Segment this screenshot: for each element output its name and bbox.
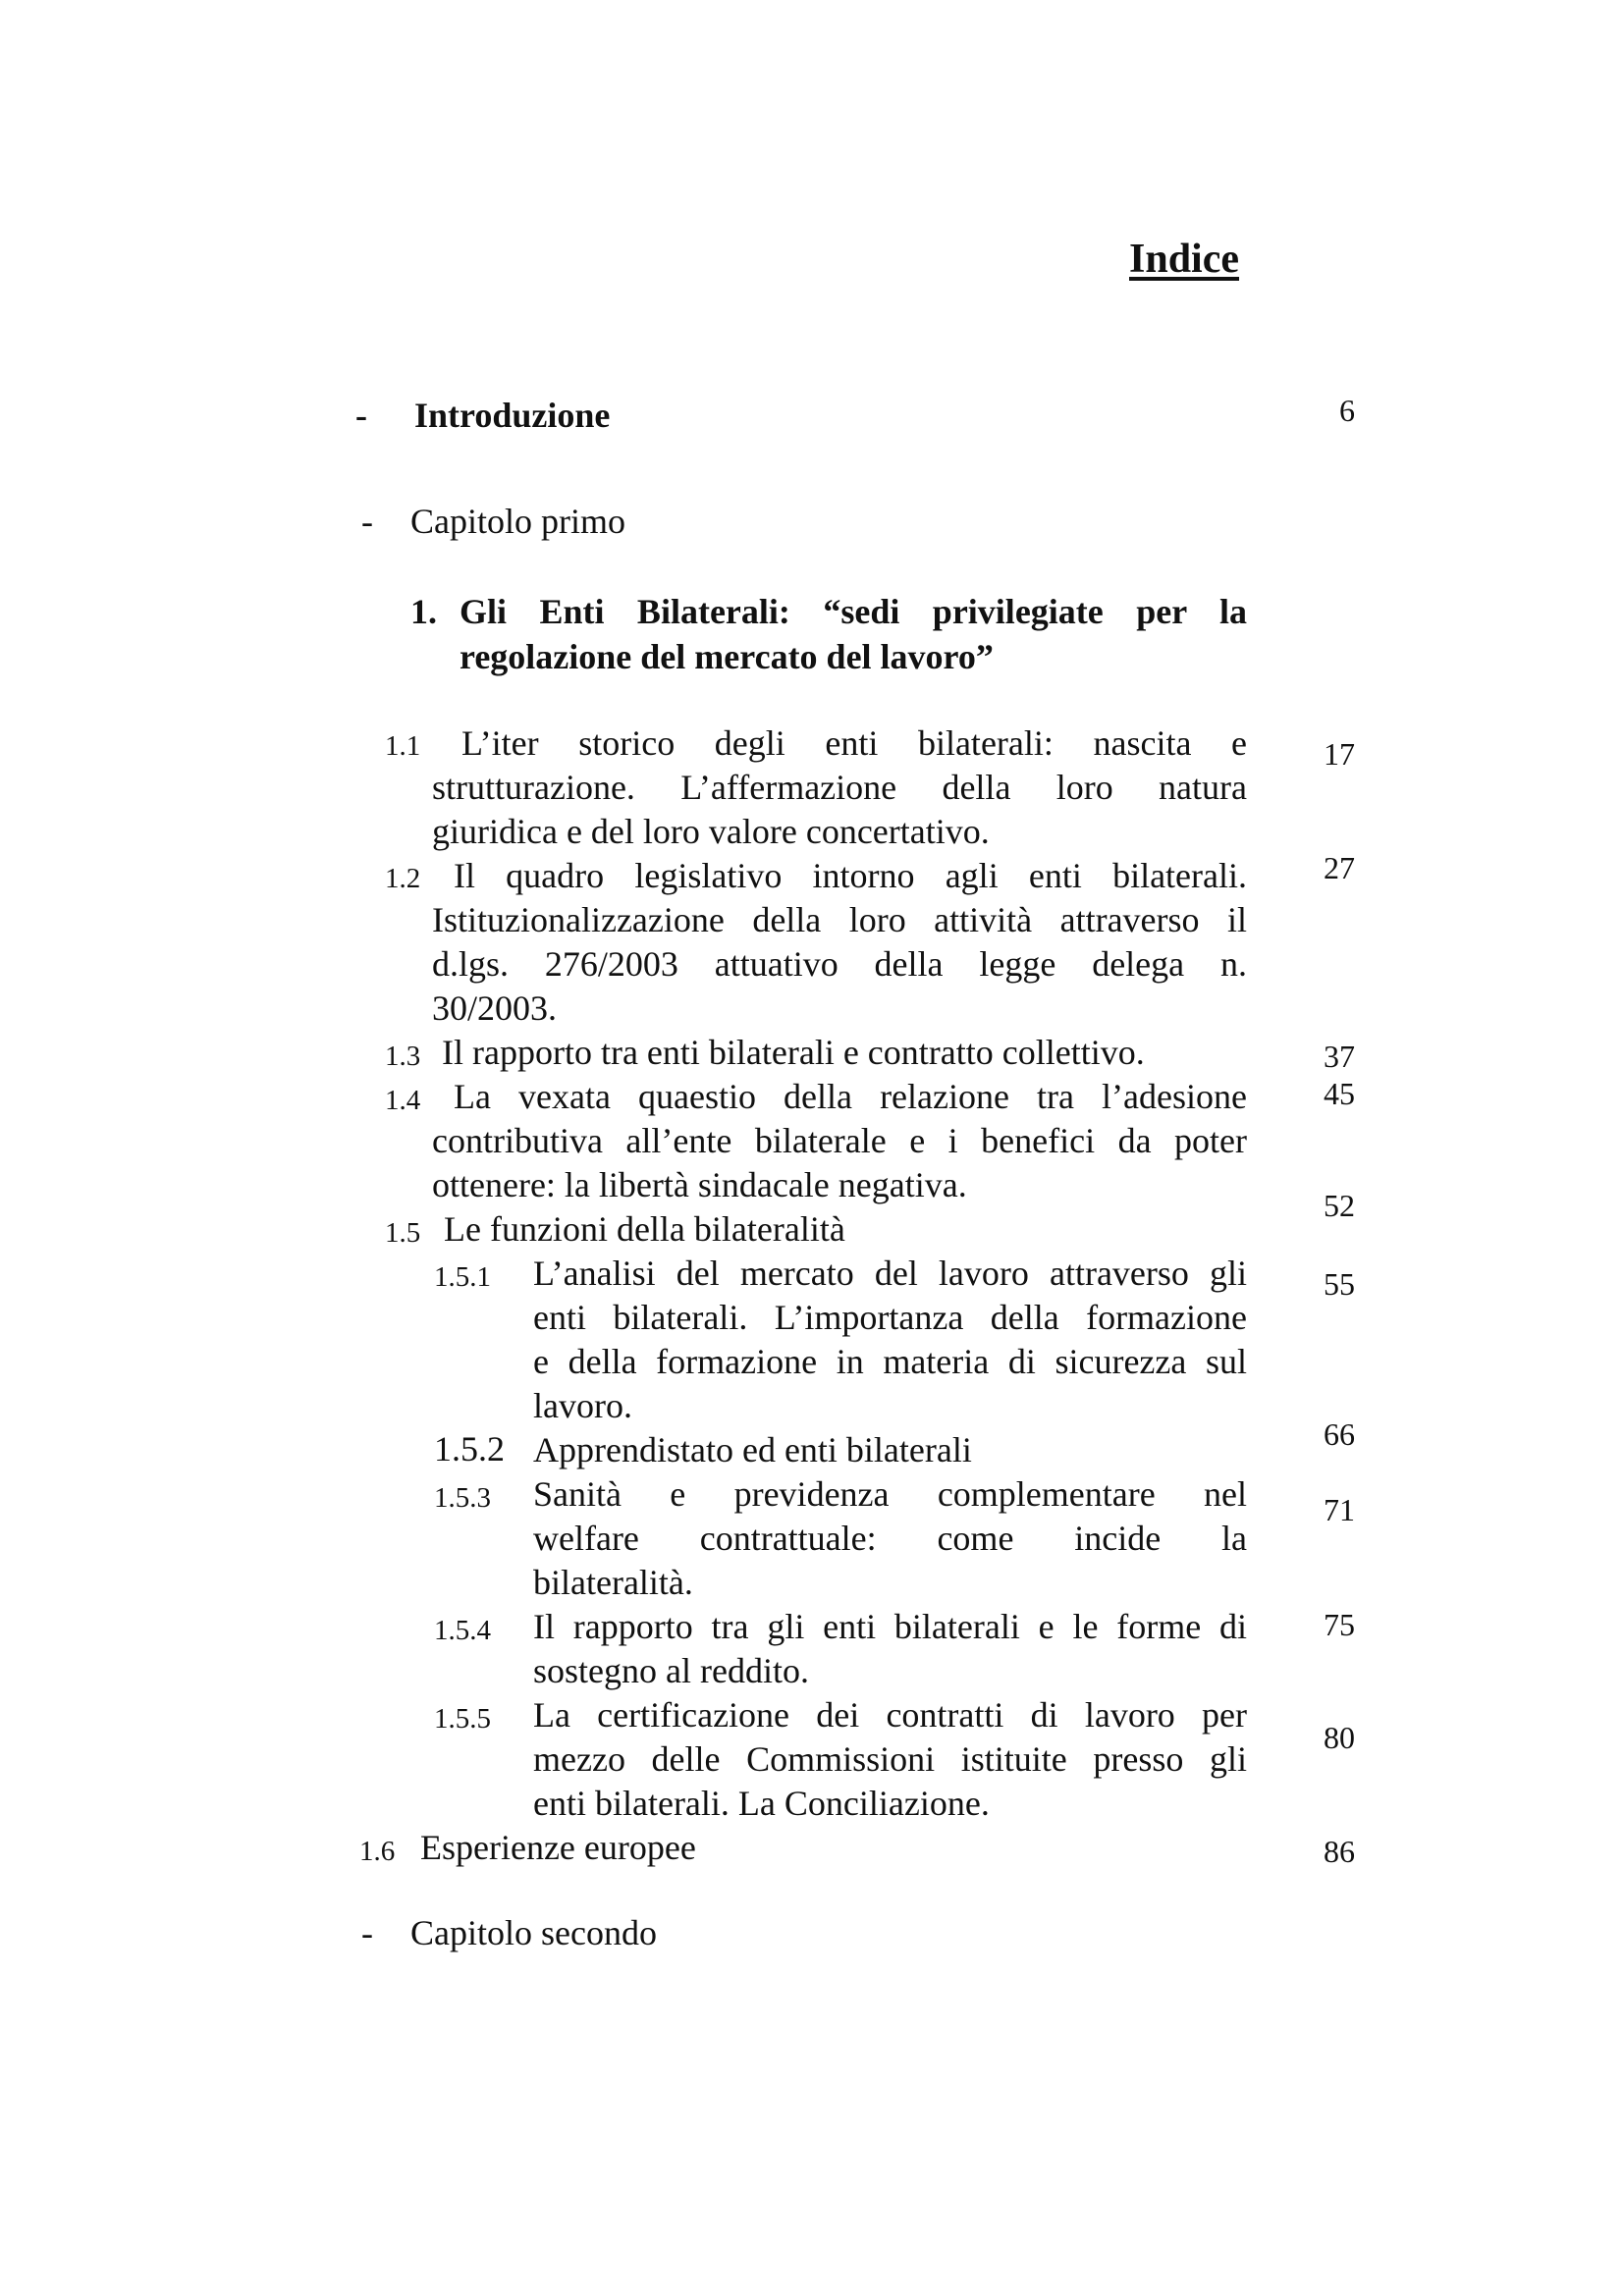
toc-entry-number: 1.2: [385, 863, 421, 894]
toc-entry-line: ottenere: la libertà sindacale negativa.: [432, 1165, 967, 1204]
toc-entry-line: d.lgs. 276/2003 attuativo della legge delega n.: [432, 944, 1247, 984]
toc-entry-text: [533, 1472, 1247, 1605]
toc-entry-page: 52: [1324, 1188, 1355, 1223]
toc-entry-line: giuridica e del loro valore concertativo.: [432, 812, 990, 851]
toc-entry-text: [533, 1693, 1247, 1826]
toc-entry-line: strutturazione. L’affermazione della loro natura: [432, 768, 1247, 807]
chapter2-label: Capitolo secondo: [410, 1913, 657, 1952]
toc-entry-page: 37: [1324, 1039, 1355, 1074]
toc-entry-page: 45: [1324, 1076, 1355, 1111]
toc-entry-line: La vexata quaestio della relazione tra l’adesione: [454, 1077, 1247, 1116]
toc-entry-line: welfare contrattuale: come incide la: [533, 1519, 1247, 1558]
toc-entry-line: enti bilaterali. L’importanza della formazione: [533, 1298, 1247, 1337]
toc-entry-page: 75: [1324, 1607, 1355, 1642]
toc-entry-line: contributiva all’ente bilaterale e i benefici da poter: [432, 1121, 1247, 1160]
toc-entry-text: [432, 1207, 1247, 1252]
toc-entry-text: [432, 721, 1247, 854]
toc-entry-text: [533, 1428, 1247, 1472]
toc-entry-number: 1.5: [385, 1217, 421, 1249]
page-title: Indice: [1129, 237, 1240, 282]
toc-entry-line: Le funzioni della bilateralità: [444, 1209, 845, 1249]
intro-dash: -: [355, 396, 367, 435]
toc-entry-line: Apprendistato ed enti bilaterali: [533, 1430, 972, 1469]
toc-entry-line: bilateralità.: [533, 1563, 693, 1602]
toc-entry-text: [420, 1826, 1247, 1870]
toc-entry-line: Sanità e previdenza complementare nel: [533, 1474, 1247, 1514]
chapter1-dash: -: [361, 502, 373, 541]
toc-entry-number: 1.5.5: [434, 1703, 491, 1735]
toc-entry-line: Il quadro legislativo intorno agli enti bilaterali.: [454, 856, 1247, 895]
toc-entry-number: 1.6: [359, 1836, 396, 1867]
toc-entry-text: [432, 1075, 1247, 1207]
toc-entry-page: 55: [1324, 1266, 1355, 1302]
toc-entry-text: [432, 854, 1247, 1031]
chapter1-heading-line1: Gli Enti Bilaterali: “sedi privilegiate per la: [460, 592, 1247, 631]
toc-entry-line: enti bilaterali. La Conciliazione.: [533, 1784, 990, 1823]
toc-entry-page: 86: [1324, 1834, 1355, 1869]
toc-entry-text: [533, 1252, 1247, 1428]
toc-entry-page: 80: [1324, 1720, 1355, 1755]
intro-label: Introduzione: [414, 396, 611, 435]
toc-entry-line: sostegno al reddito.: [533, 1651, 809, 1690]
toc-entry-line: Il rapporto tra gli enti bilaterali e le forme di: [533, 1607, 1247, 1646]
toc-entry-page: 71: [1324, 1492, 1355, 1527]
toc-entry-number: 1.5.3: [434, 1482, 491, 1514]
toc-entry-line: lavoro.: [533, 1386, 632, 1425]
toc-entry-line: Istituzionalizzazione della loro attività attraverso il: [432, 900, 1247, 939]
toc-entry-number: 1.4: [385, 1085, 421, 1116]
toc-entry-text: [432, 1031, 1247, 1075]
toc-entry-page: 17: [1324, 736, 1355, 772]
toc-entry-page: 66: [1324, 1416, 1355, 1452]
toc-entry-number: 1.5.1: [434, 1261, 491, 1293]
toc-entry-line: mezzo delle Commissioni istituite presso gli: [533, 1739, 1247, 1779]
toc-entry-line: Esperienze europee: [420, 1828, 696, 1867]
toc-entry-number: 1.3: [385, 1041, 421, 1072]
toc-entry-number: 1.5.2: [434, 1429, 505, 1468]
intro-page: 6: [1339, 393, 1355, 428]
toc-entry-page: 27: [1324, 850, 1355, 885]
toc-entry-line: Il rapporto tra enti bilaterali e contratto collettivo.: [442, 1033, 1145, 1072]
chapter1-label: Capitolo primo: [410, 502, 625, 541]
toc-entry-line: La certificazione dei contratti di lavoro per: [533, 1695, 1247, 1735]
chapter1-heading-line2: regolazione del mercato del lavoro”: [460, 637, 994, 676]
chapter1-heading-number: 1.: [410, 592, 437, 631]
toc-entry-text: [533, 1605, 1247, 1693]
toc-entry-number: 1.1: [385, 730, 421, 762]
toc-entry-number: 1.5.4: [434, 1615, 491, 1646]
toc-entry-line: e della formazione in materia di sicurezza sul: [533, 1342, 1247, 1381]
chapter1-heading: [460, 589, 1247, 679]
toc-entry-line: L’iter storico degli enti bilaterali: nascita e: [461, 723, 1247, 763]
toc-entry-line: L’analisi del mercato del lavoro attraverso gli: [533, 1254, 1247, 1293]
chapter2-dash: -: [361, 1913, 373, 1952]
toc-entry-line: 30/2003.: [432, 988, 558, 1028]
